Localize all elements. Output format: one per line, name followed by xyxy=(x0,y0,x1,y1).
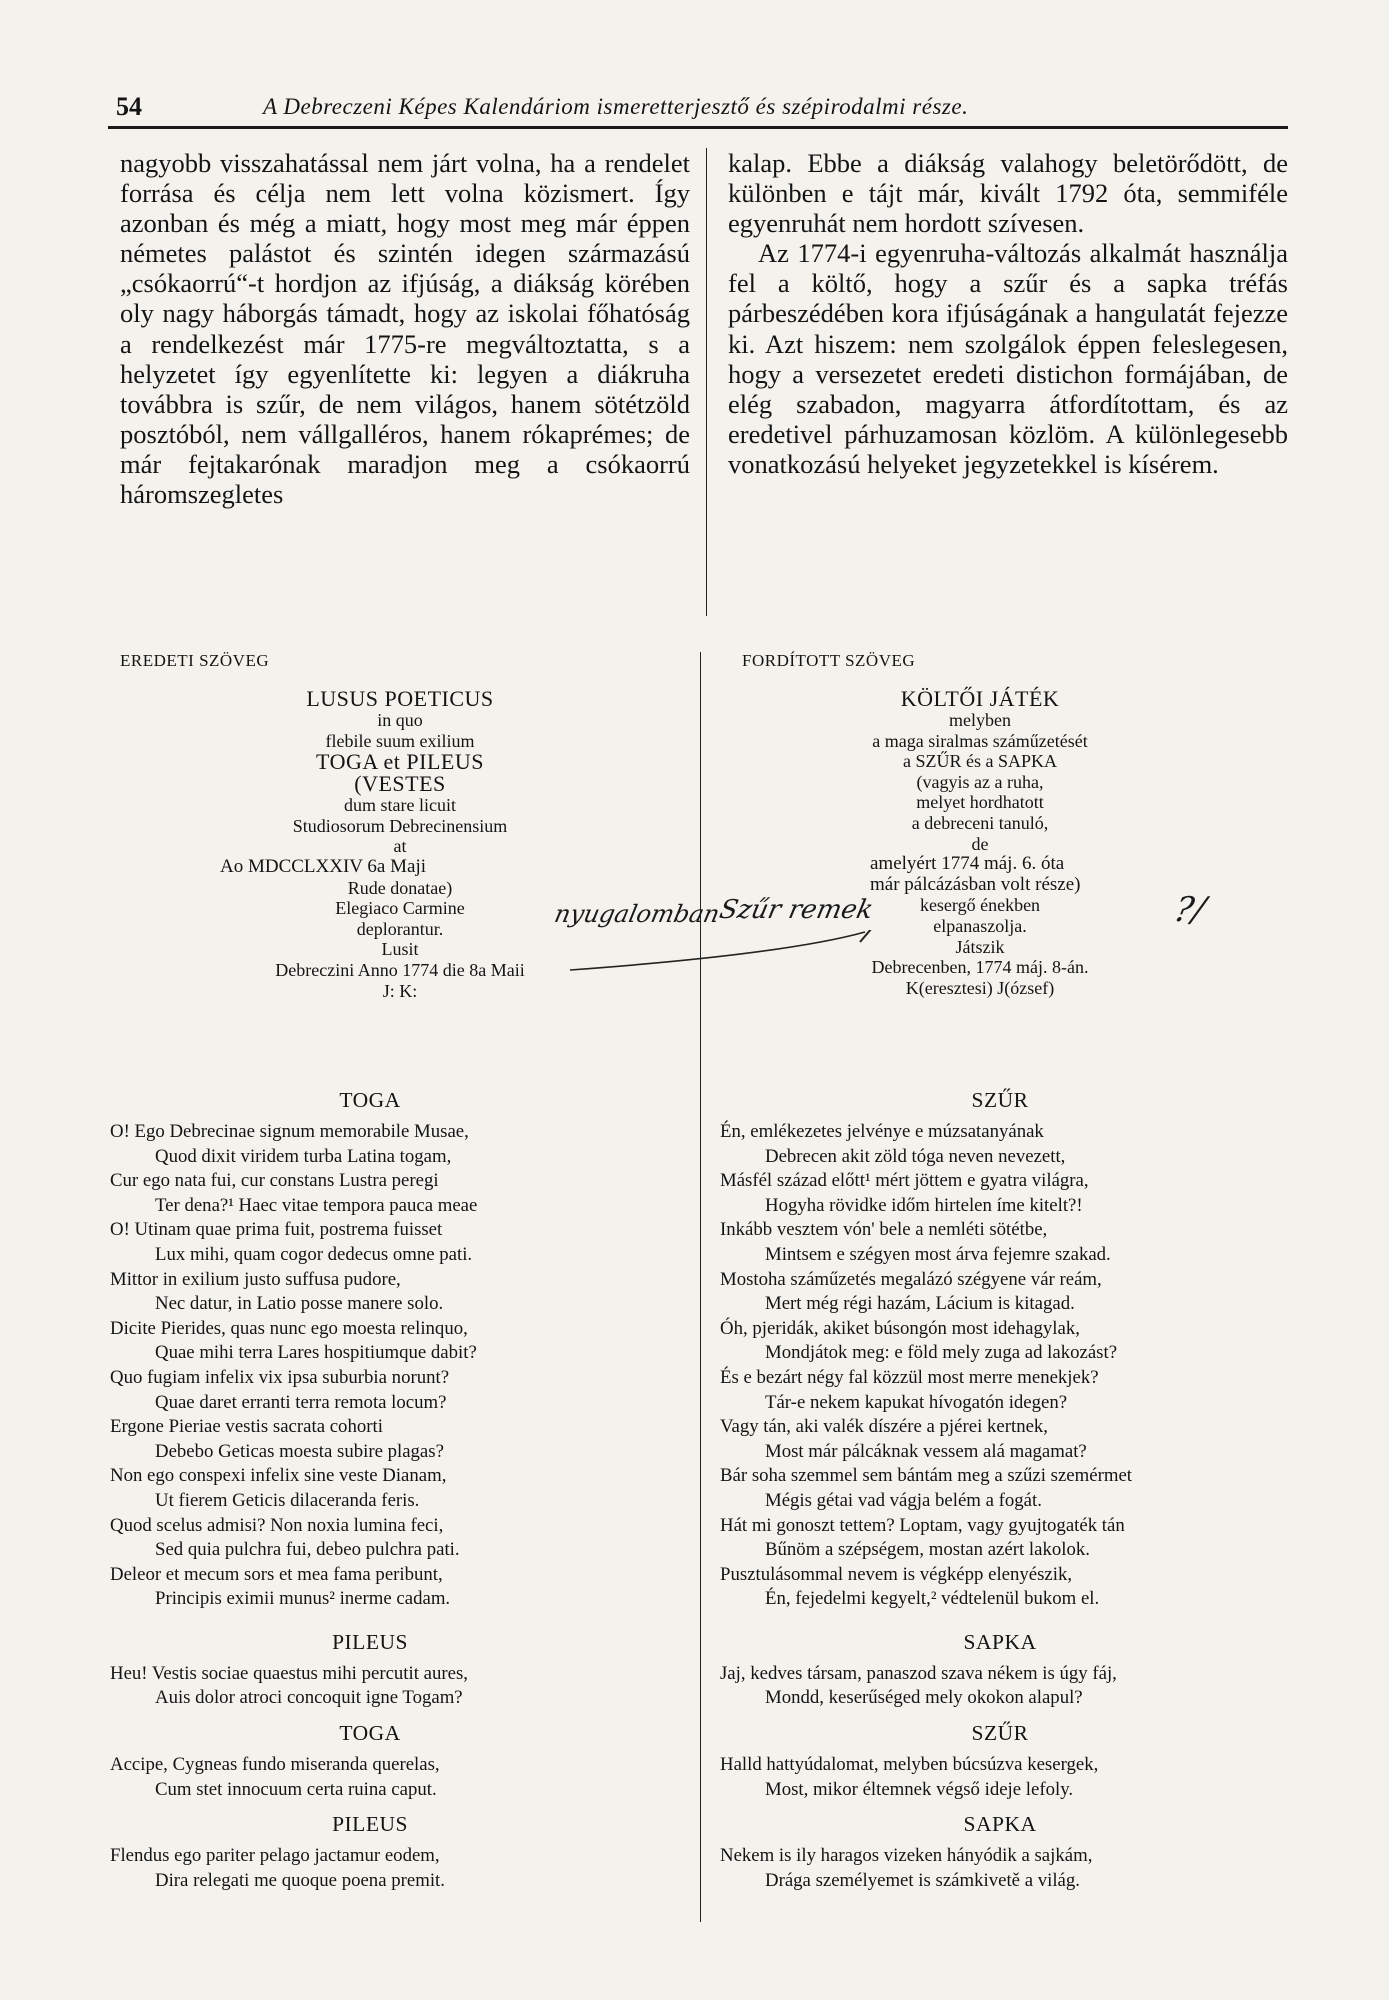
column-divider-top xyxy=(706,148,707,616)
verse-line: Drága személyemet is számkivetě a világ. xyxy=(765,1869,1080,1891)
verse-line: Ter dena?¹ Haec vitae tempora pauca meae xyxy=(155,1194,478,1216)
latin-stanza-1 xyxy=(110,1120,630,1612)
hungarian-speaker-sapka-2: SAPKA xyxy=(963,1812,1037,1837)
hungarian-speaker-sapka: SAPKA xyxy=(963,1629,1037,1654)
verse-line: Mostoha száműzetés megalázó szégyene vár reám, xyxy=(720,1268,1102,1290)
latin-title-l14: Debreczini Anno 1774 die 8a Maii xyxy=(275,959,525,980)
latin-verse xyxy=(110,1078,630,1893)
handwritten-note-2: Szűr remek xyxy=(716,895,876,925)
hungarian-title-l14: Debrecenben, 1774 máj. 8-án. xyxy=(871,957,1089,978)
latin-title-l8: at xyxy=(393,836,407,857)
verse-line: Mintsem e szégyen most árva fejemre szakad. xyxy=(765,1243,1111,1265)
verse-line: Ergone Pieriae vestis sacrata cohorti xyxy=(110,1416,383,1438)
verse-line: Dicite Pierides, quas nunc ego moesta relinquo, xyxy=(110,1317,468,1339)
verse-line: Ut fierem Geticis dilaceranda feris. xyxy=(155,1489,420,1511)
verse-line: Én, fejedelmi kegyelt,² védtelenül bukom el. xyxy=(765,1588,1100,1610)
latin-title-l6: dum stare licuit xyxy=(344,795,456,816)
verse-line: Quod scelus admisi? Non noxia lumina feci, xyxy=(110,1514,444,1536)
verse-line: Másfél század előtt¹ mért jöttem e gyatra világra, xyxy=(720,1170,1089,1192)
verse-line: Jaj, kedves társam, panaszod szava nékem is úgy fáj, xyxy=(720,1662,1117,1684)
verse-line: Inkább vesztem vón' bele a nemléti sötétbe, xyxy=(720,1219,1048,1241)
verse-line: Debrecen akit zöld tóga neven nevezett, xyxy=(765,1145,1066,1167)
verse-line: Bár soha szemmel sem bántám meg a szűzi szemérmet xyxy=(720,1465,1132,1487)
latin-title-block xyxy=(190,688,610,1001)
verse-line: Halld hattyúdalomat, melyben búcsúzva kesergek, xyxy=(720,1754,1099,1776)
verse-line: Mert még régi hazám, Lácium is kitagad. xyxy=(765,1293,1075,1315)
latin-title-l13: Lusit xyxy=(381,939,419,960)
verse-line: Tár-e nekem kapukat hívogatón idegen? xyxy=(765,1391,1068,1413)
verse-line: Mégis gétai vad vágja belém a fogát. xyxy=(765,1489,1042,1511)
latin-title-l15: J: K: xyxy=(382,980,418,1001)
hungarian-title-l1: KÖLTŐI JÁTÉK xyxy=(900,686,1060,711)
verse-line: És e bezárt négy fal közzül most merre menekjek? xyxy=(720,1366,1099,1388)
hungarian-stanza-1 xyxy=(720,1120,1280,1612)
latin-title-l5: (VESTES xyxy=(354,771,446,797)
verse-line: Quae daret erranti terra remota locum? xyxy=(155,1391,447,1413)
hungarian-speaker-szur-2: SZŰR xyxy=(971,1721,1029,1746)
verse-line: O! Utinam quae prima fuit, postrema fuisset xyxy=(110,1219,443,1241)
latin-speaker-toga: TOGA xyxy=(339,1088,401,1112)
handwritten-note-3: ?/ xyxy=(1170,890,1209,930)
hungarian-title-l2: melyben xyxy=(949,710,1011,730)
page-number: 54 xyxy=(116,92,142,121)
hungarian-title-l3: a maga siralmas száműzetését xyxy=(872,730,1088,751)
latin-title-l2: in quo xyxy=(377,710,423,730)
verse-line: Bűnöm a szépségem, mostan azért lakolok. xyxy=(765,1539,1090,1561)
latin-title-l10: Rude donatae) xyxy=(347,877,453,898)
latin-speaker-toga-2: TOGA xyxy=(339,1721,401,1746)
verse-line: Pusztulásommal nevem is végképp elenyészik, xyxy=(720,1563,1073,1585)
verse-line: Hát mi gonoszt tettem? Loptam, vagy gyujtogaték tán xyxy=(720,1514,1125,1536)
verse-line: Mittor in exilium justo suffusa pudore, xyxy=(110,1268,401,1290)
prose-left-column xyxy=(120,148,690,509)
latin-title-l1: LUSUS POETICUS xyxy=(306,686,494,711)
hungarian-title-l5: (vagyis az a ruha, xyxy=(916,771,1044,792)
verse-line: Most már pálcáknak vessem alá magamat? xyxy=(765,1440,1087,1462)
verse-line: Heu! Vestis sociae quaestus mihi percutit aures, xyxy=(110,1662,468,1684)
verse-line: Deleor et mecum sors et mea fama peribunt, xyxy=(110,1563,443,1585)
verse-line: Quo fugiam infelix vix ipsa suburbia norunt? xyxy=(110,1366,450,1388)
hungarian-title-l8: de xyxy=(971,833,989,854)
verse-line: Mondd, keserűséged mely okokon alapul? xyxy=(765,1687,1083,1709)
prose-right-paragraph-1: kalap. Ebbe a diákság valahogy beletörődött, de különben e tájt már, kivált 1792 óta, semmiféle egyenruhát nem hordott szívesen. xyxy=(728,148,1288,239)
verse-line: Accipe, Cygneas fundo miseranda querelas, xyxy=(110,1754,440,1776)
original-text-label: EREDETI SZÖVEG xyxy=(120,651,270,670)
latin-title-l9: Ao MDCCLXXIV 6a Maji xyxy=(220,855,427,877)
latin-title-l7: Studiosorum Debrecinensium xyxy=(292,815,508,836)
hungarian-title-l13: Játszik xyxy=(955,936,1005,957)
verse-line: Sed quia pulchra fui, debeo pulchra pati. xyxy=(155,1539,460,1561)
hungarian-title-l9: amelyért 1774 máj. 6. óta xyxy=(870,853,1065,875)
verse-line: Nec datur, in Latio posse manere solo. xyxy=(155,1293,444,1315)
verse-line: Nekem is ily haragos vizeken hányódik a sajkám, xyxy=(720,1845,1093,1867)
verse-line: Cur ego nata fui, cur constans Lustra peregi xyxy=(110,1170,439,1192)
hungarian-title-l11: kesergő énekben xyxy=(919,895,1041,916)
latin-speaker-pileus-2: PILEUS xyxy=(332,1812,408,1837)
verse-line: Vagy tán, aki valék díszére a pjérei kertnek, xyxy=(720,1416,1049,1438)
column-divider-bottom xyxy=(700,652,701,1922)
latin-title-l3: flebile suum exilium xyxy=(325,730,475,751)
handwritten-note-1: nyugalomban xyxy=(552,900,723,928)
verse-line: Debebo Geticas moesta subire plagas? xyxy=(155,1440,444,1462)
page-header xyxy=(108,92,1288,129)
verse-line: Lux mihi, quam cogor dedecus omne pati. xyxy=(155,1243,473,1265)
verse-line: Hogyha rövidke időm hirtelen íme kitelt?! xyxy=(765,1194,1083,1216)
hungarian-title-l4: a SZŰR és a SAPKA xyxy=(902,751,1057,772)
running-title: A Debreczeni Képes Kalendáriom ismeretterjesztő és szépirodalmi része. xyxy=(263,94,969,119)
hungarian-speaker-szur: SZŰR xyxy=(971,1088,1029,1112)
verse-line: Auis dolor atroci concoquit igne Togam? xyxy=(155,1687,463,1709)
latin-title-l11: Elegiaco Carmine xyxy=(335,898,465,919)
hungarian-title-l15: K(eresztesi) J(ózsef) xyxy=(905,977,1055,998)
prose-left-paragraph: nagyobb visszahatással nem járt volna, ha a rendelet forrása és célja nem lett volna közismert. Így azonban és még a miatt, hogy most meg már éppen németes palástot és szintén idegen származású „csókaorrú“-t hordjon az ifjúság, a diákság körében oly nagy háborgás támadt, hogy az iskolai főhatóság a rendelkezést már 1775-re megváltoztatta, s a helyzetet így egyenlítette ki: legyen a diákruha továbbra is szűr, de nem világos, hanem sötétzöld posztóból, nem vállgalléros, hanem rókaprémes; de már fejtakarónak maradjon meg a csókaorrú háromszegletes xyxy=(120,148,690,510)
handwritten-underline-mark xyxy=(560,930,880,980)
prose-right-column xyxy=(728,148,1288,479)
prose-right-paragraph-2: Az 1774-i egyenruha-változás alkalmát használja fel a költő, hogy a szűr és a sapka tréfás párbeszédében kora ifjúságának a hangulatát fejezze ki. Azt hiszem: nem szolgálok éppen feleslegesen, hogy a versezetet eredeti distichon formájában, de elég szabadon, magyarra átfordítottam, és az eredetivel párhuzamosan közlöm. A különlegesebb vonatkozású helyeket jegyzetekkel is kísérem. xyxy=(728,238,1288,479)
latin-title-l4: TOGA et PILEUS xyxy=(316,749,484,775)
verse-line: Cum stet innocuum certa ruina caput. xyxy=(155,1778,437,1800)
hungarian-verse xyxy=(720,1078,1280,1893)
verse-line: Principis eximii munus² inerme cadam. xyxy=(155,1588,451,1610)
verse-line: Non ego conspexi infelix sine veste Dianam, xyxy=(110,1465,447,1487)
hungarian-title-l7: a debreceni tanuló, xyxy=(911,812,1049,833)
verse-line: Most, mikor éltemnek végső ideje lefoly. xyxy=(765,1778,1074,1800)
hungarian-title-l6: melyet hordhatott xyxy=(916,792,1044,813)
verse-line: Dira relegati me quoque poena premit. xyxy=(155,1869,445,1891)
latin-title-l12: deplorantur. xyxy=(356,918,444,939)
hungarian-title-l12: elpanaszolja. xyxy=(933,915,1027,936)
verse-line: O! Ego Debrecinae signum memorabile Musae, xyxy=(110,1121,469,1142)
verse-line: Quae mihi terra Lares hospitiumque dabit? xyxy=(155,1342,477,1364)
verse-line: Mondjátok meg: e föld mely zuga ad lakozást? xyxy=(765,1342,1118,1364)
latin-speaker-pileus: PILEUS xyxy=(332,1629,408,1654)
verse-line: Flendus ego pariter pelago jactamur eodem, xyxy=(110,1845,440,1867)
hungarian-title-l10: már pálcázásban volt része) xyxy=(870,873,1081,895)
verse-line: Óh, pjeridák, akiket búsongón most idehagylak, xyxy=(720,1317,1080,1339)
verse-line: Quod dixit viridem turba Latina togam, xyxy=(155,1145,452,1167)
verse-line: Én, emlékezetes jelvénye e múzsatanyának xyxy=(720,1121,1044,1142)
translated-text-label: FORDÍTOTT SZÖVEG xyxy=(742,651,916,670)
